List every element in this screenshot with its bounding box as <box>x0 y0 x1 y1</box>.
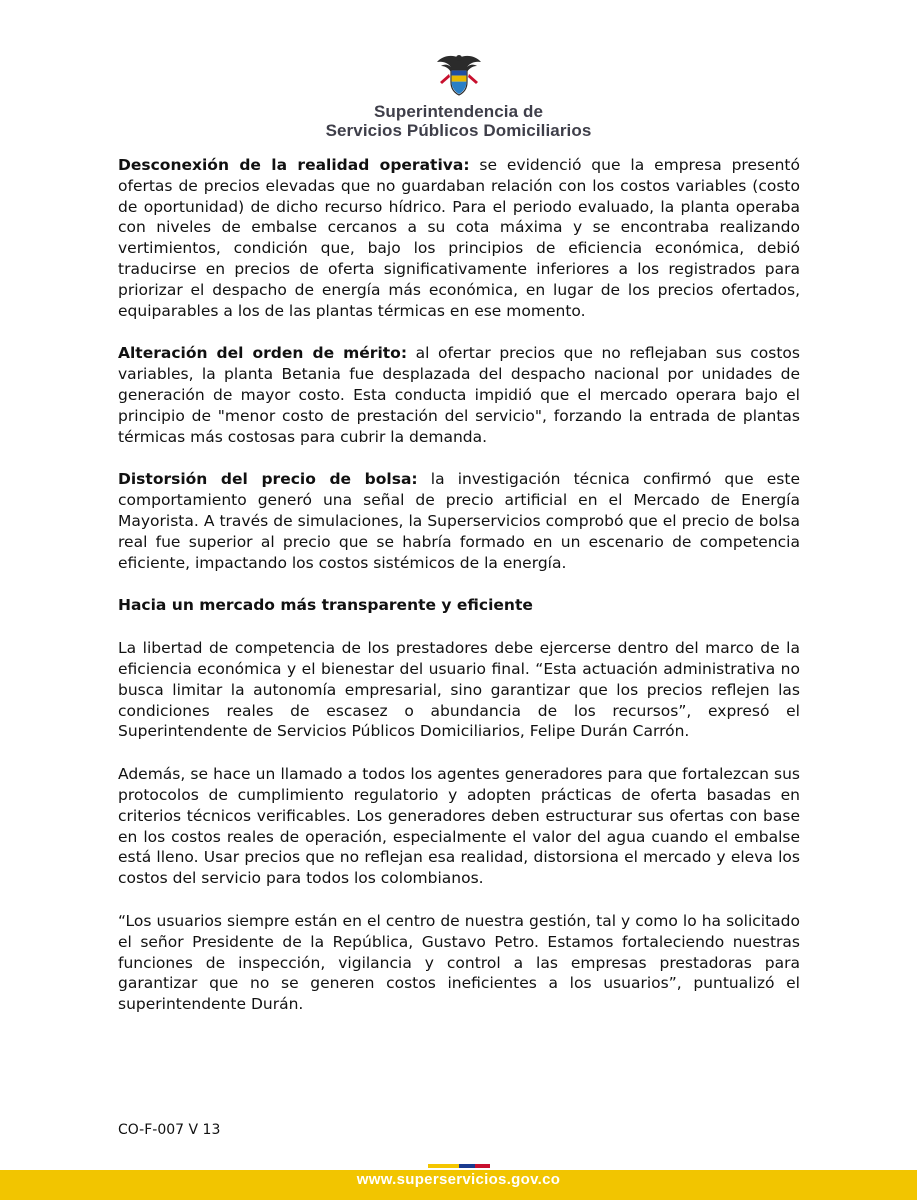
paragraph-lead: Alteración del orden de mérito: <box>118 344 408 363</box>
colombia-flag-stripe <box>428 1164 490 1168</box>
org-name-line1: Superintendencia de <box>373 102 544 121</box>
paragraph-operational-disconnect <box>118 155 800 321</box>
paragraph-call-to-generators: Además, se hace un llamado a todos los agentes generadores para que fortalezcan sus protocolos de cumplimiento regulatorio y adopten prácticas de oferta basadas en criterios técnicos verificables. Los generadores deben estructurar sus ofertas con base en los costos reales de operación, especialmente el valor del agua cuando el embalse está lleno. Usar precios que no reflejan esa realidad, distorsiona el mercado y eleva los costos del servicio para todos los colombianos. <box>118 765 800 888</box>
paragraph-text: al ofertar precios que no reflejaban sus costos variables, la planta Betania fue desplazada del despacho nacional por unidades de generación de mayor costo. Esta conducta impidió que el mercado operara bajo el principio de "menor costo de prestación del servicio", forzando la entrada de plantas térmicas más costosas para cubrir la demanda. <box>118 344 800 446</box>
colombia-coat-of-arms-icon <box>434 52 484 98</box>
paragraph-lead: Desconexión de la realidad operativa: <box>118 156 470 174</box>
flag-red <box>475 1164 490 1168</box>
paragraph-competition: La libertad de competencia de los prestadores debe ejercerse dentro del marco de la eficiencia económica y el bienestar del usuario final. “Esta actuación administrativa no busca limitar la autonomía empresarial, sino garantizar que los precios reflejen las condiciones reales de escasez o abundancia de los recursos”, expresó el Superintendente de Servicios Públicos Domiciliarios, Felipe Durán Carrón. <box>118 639 800 741</box>
website-link[interactable]: www.superservicios.gov.co <box>356 1171 561 1188</box>
document-body <box>118 155 800 1037</box>
section-title: Hacia un mercado más transparente y eficiente <box>118 596 533 615</box>
paragraph-quote: “Los usuarios siempre están en el centro de nuestra gestión, tal y como lo ha solicitado el señor Presidente de la República, Gustavo Petro. Estamos fortaleciendo nuestras funciones de inspección, vigilancia y control a las empresas prestadoras para garantizar que no se generen costos ineficientes a los usuarios”, puntualizó el superintendente Durán. <box>118 911 800 1014</box>
flag-yellow <box>428 1164 459 1168</box>
paragraph-text: la investigación técnica confirmó que este comportamiento generó una señal de precio artificial en el Mercado de Energía Mayorista. A través de simulaciones, la Superservicios comprobó que el precio de bolsa real fue superior al precio que se habría formado en un escenario de competencia eficiente, impactando los costos sistémicos de la energía. <box>118 470 800 572</box>
org-name-line2: Servicios Públicos Domiciliarios <box>325 121 592 140</box>
document-code: CO-F-007 V 13 <box>118 1122 221 1138</box>
paragraph-lead: Distorsión del precio de bolsa: <box>118 470 418 489</box>
flag-blue <box>459 1164 475 1168</box>
paragraph-merit-order <box>118 343 800 447</box>
letterhead <box>0 52 917 140</box>
paragraph-price-distortion <box>118 469 800 573</box>
paragraph-text: se evidenció que la empresa presentó ofertas de precios elevadas que no guardaban relación con los costos variables (costo de oportunidad) de dicho recurso hídrico. Para el periodo evaluado, la planta operaba con niveles de embalse cercanos a su cota máxima y se encontraba realizando vertimientos, condición que, bajo los principios de eficiencia económica, debió traducirse en precios de oferta significativamente inferiores a los registrados para priorizar el despacho de energía más económica, en lugar de los precios ofertados, equiparables a los de las plantas térmicas en ese momento. <box>118 156 800 320</box>
